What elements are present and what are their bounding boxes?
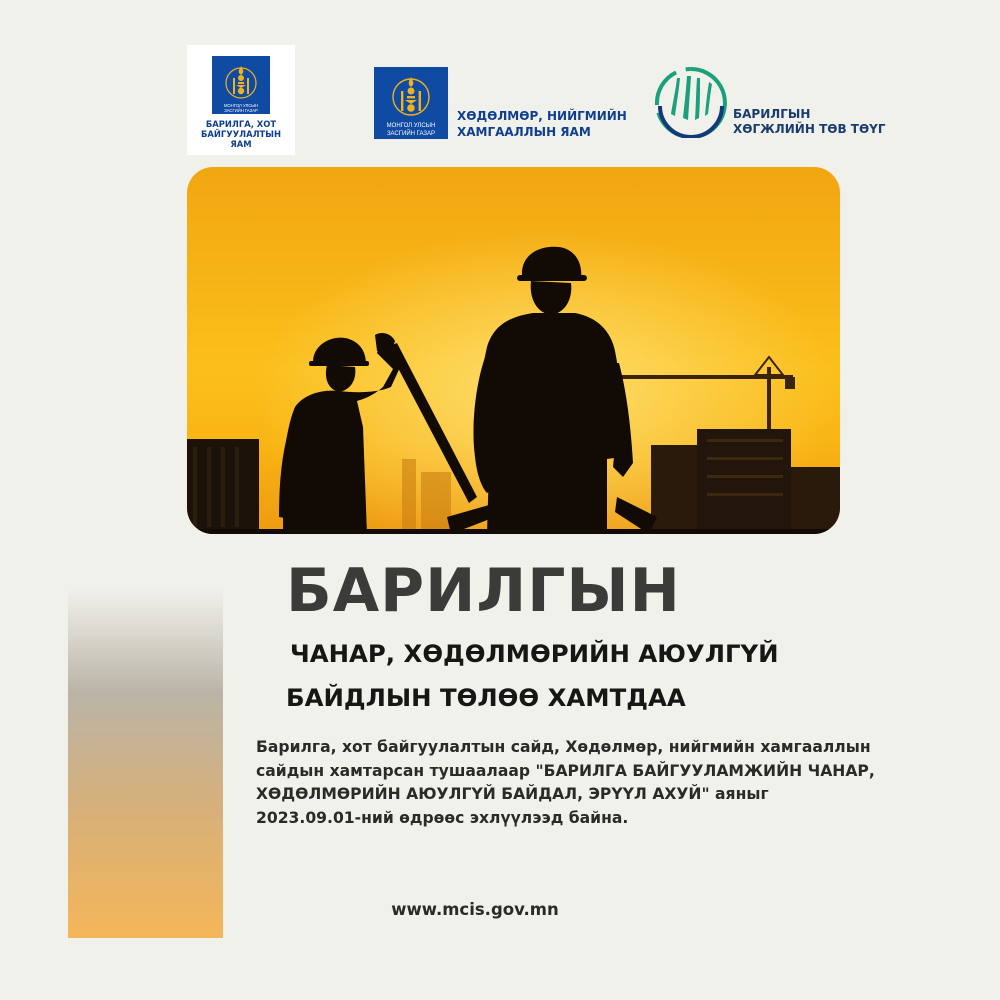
development-center-name — [733, 107, 893, 137]
page-subtitle — [286, 632, 910, 720]
subtitle-line2: БАЙДЛЫН ТӨЛӨӨ ХАМТДАА — [286, 683, 686, 712]
soyombo-seal-icon — [374, 67, 448, 139]
development-center-logo — [654, 66, 884, 138]
construction-ministry-line2: БАЙГУУЛАЛТЫН — [201, 129, 281, 139]
svg-text:МОНГОЛ УЛСЫН: МОНГОЛ УЛСЫН — [224, 103, 258, 108]
svg-text:ЗАСГИЙН ГАЗАР: ЗАСГИЙН ГАЗАР — [386, 131, 436, 137]
labor-ministry-name — [457, 108, 637, 140]
development-center-line2: ХӨГЖЛИЙН ТӨВ ТӨҮГ — [733, 122, 886, 136]
construction-workers-photo — [187, 167, 840, 534]
development-center-line1: БАРИЛГЫН — [733, 107, 811, 121]
left-building-silhouette — [187, 439, 259, 534]
development-center-emblem-icon — [654, 66, 728, 138]
subtitle-line1: ЧАНАР, ХӨДӨЛМӨРИЙН АЮУЛГҮЙ — [290, 639, 779, 668]
website-link[interactable]: www.mcis.gov.mn — [391, 900, 559, 919]
construction-ministry-line1: БАРИЛГА, ХОТ — [205, 119, 277, 129]
construction-ministry-logo — [187, 45, 295, 155]
labor-ministry-line2: ХАМГААЛЛЫН ЯАМ — [457, 125, 591, 139]
construction-ministry-name — [187, 119, 295, 149]
svg-text:ЗАСГИЙН ГАЗАР: ЗАСГИЙН ГАЗАР — [224, 108, 258, 113]
announcement-paragraph — [256, 736, 936, 830]
construction-ministry-line3: ЯАМ — [230, 139, 252, 149]
body-line1: Барилга, хот байгуулалтын сайд, Хөдөлмөр, нийгмийн хамгааллын — [256, 738, 871, 756]
svg-text:МОНГОЛ УЛСЫН: МОНГОЛ УЛСЫН — [386, 123, 436, 129]
body-line3: ХӨДӨЛМӨРИЙН АЮУЛГҮЙ БАЙДАЛ, ЭРҮҮЛ АХУЙ" аяныг — [256, 785, 769, 803]
labor-ministry-logo — [374, 67, 634, 142]
soyombo-seal-icon — [212, 56, 270, 114]
page-title: БАРИЛГЫН — [286, 556, 681, 626]
body-line4: 2023.09.01-ний өдрөөс эхлүүлээд байна. — [256, 808, 629, 827]
labor-ministry-line1: ХӨДӨЛМӨР, НИЙГМИЙН — [457, 109, 627, 123]
gradient-accent-bar — [68, 588, 223, 938]
body-line2: сайдын хамтарсан тушаалаар "БАРИЛГА БАЙГУУЛАМЖИЙН ЧАНАР, — [256, 761, 875, 780]
